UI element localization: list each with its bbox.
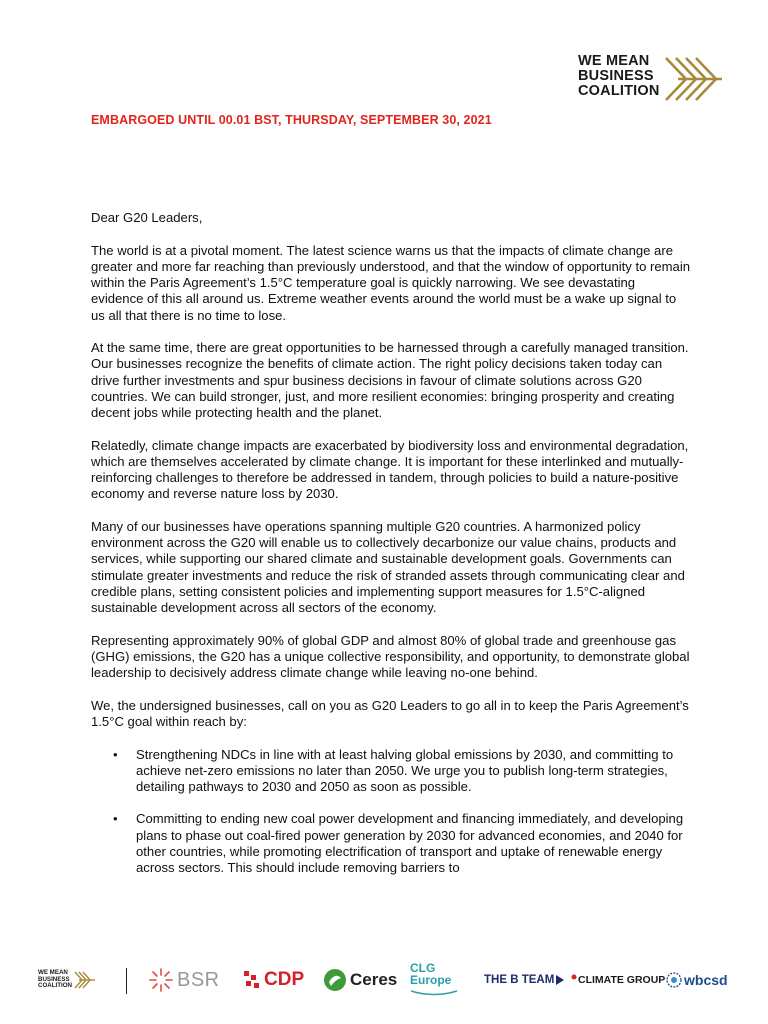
footer-wmb-line: COALITION — [38, 982, 73, 990]
globe-icon — [666, 972, 682, 988]
cdp-logo — [242, 962, 304, 998]
list-item-text: Committing to ending new coal power development and financing immediately, and developing plans to phase out coal-fired power generation by 2030 for advanced economies, and 2040 for other countries, while promoting electrification of transport and uptake of renewable energy across sectors. This should include removing barriers to — [136, 811, 684, 875]
climate-dot-icon — [571, 974, 577, 980]
clg-europe-logo — [410, 962, 458, 998]
bsr-logo — [148, 962, 220, 998]
play-triangle-icon — [556, 975, 564, 985]
partner-logos — [38, 962, 738, 998]
salutation: Dear G20 Leaders, — [91, 210, 203, 225]
bsr-burst-icon — [148, 967, 174, 993]
bullet-icon: • — [113, 811, 118, 827]
paragraph: We, the undersigned businesses, call on you as G20 Leaders to go all in to keep the Paris Agreement’s 1.5°C goal within reach by: — [91, 697, 689, 730]
letter-body — [91, 210, 691, 892]
bsr-wordmark: BSR — [177, 968, 220, 991]
logo-line: WE MEAN — [578, 53, 650, 69]
clg-line: Europe — [410, 973, 452, 987]
wmb-logo — [578, 54, 728, 106]
cdp-wordmark: CDP — [264, 969, 305, 990]
paragraph: At the same time, there are great opportunities to be harnessed through a carefully managed transition. Our businesses recognize the benefits of climate action. The right policy decisions taken today can drive further investments and spur business decisions in favour of climate solutions across G20 countries. We can build stronger, just, and more resilient economies: bringing prosperity and creating decent jobs while protecting health and the planet. — [91, 340, 689, 421]
footer-wmb-line: BUSINESS — [38, 975, 70, 983]
list-item — [91, 811, 691, 876]
cdp-mark-icon — [242, 969, 262, 991]
embargo-notice: EMBARGOED UNTIL 00.01 BST, THURSDAY, SEPTEMBER 30, 2021 — [91, 113, 492, 127]
clg-line: CLG — [410, 961, 436, 975]
list-item-text: Strengthening NDCs in line with at least halving global emissions by 2030, and committing to achieve net-zero emissions no later than 2050. We urge you to publish long-term strategies, detailing pathways to 2030 and 2050 as soon as possible. — [136, 746, 674, 795]
footer-divider — [126, 968, 127, 994]
bteam-wordmark: THE B TEAM — [484, 974, 555, 986]
ceres-leaf-icon — [323, 968, 347, 992]
logo-line: COALITION — [578, 83, 660, 99]
the-b-team-logo — [484, 962, 564, 998]
ceres-logo — [323, 962, 397, 998]
footer-wmb-logo — [38, 962, 96, 998]
paragraph: Many of our businesses have operations spanning multiple G20 countries. A harmonized policy environment across the G20 will enable us to collectively decarbonize our value chains, products and services, while supporting our shared climate and sustainable development goals. Governments can stimulate greater investments and reduce the risk of stranded assets through communicating clear and credible plans, setting consistent policies and implementing support measures for 1.5°C-aligned sustainable development across all sectors of the economy. — [91, 519, 685, 616]
wmb-chevron-icon — [74, 971, 96, 989]
paragraph: The world is at a pivotal moment. The latest science warns us that the impacts of climate change are greater and more far reaching than previously understood, and that the window of opportunity to remain within the Paris Agreement’s 1.5°C temperature goal is quickly narrowing. We see devastating evidence of this all around us. Extreme weather events around the world must be a wake up signal to us all that there is no time to lose. — [91, 242, 691, 323]
climate-group-logo — [571, 962, 665, 998]
wmb-chevron-icon — [664, 56, 726, 102]
paragraph: Relatedly, climate change impacts are exacerbated by biodiversity loss and environmental degradation, which are themselves accelerated by climate change. It is important for these interlinked and mutually-reinforcing challenges to therefore be addressed in tandem, through policies to build a nature-positive economy and reverse nature loss by 2030. — [91, 437, 689, 502]
wbcsd-wordmark: wbcsd — [684, 972, 728, 988]
clg-swoosh-icon — [410, 990, 458, 996]
demands-list — [91, 747, 691, 876]
footer-wmb-line: WE MEAN — [38, 969, 68, 977]
ceres-wordmark: Ceres — [350, 970, 398, 989]
list-item — [91, 747, 691, 796]
paragraph: Representing approximately 90% of global GDP and almost 80% of global trade and greenhouse gas (GHG) emissions, the G20 has a unique collective responsibility, and opportunity, to demonstrate global leadership to decisively address climate change while leaving no-one behind. — [91, 632, 690, 681]
wmb-logo-text — [578, 54, 660, 99]
logo-line: BUSINESS — [578, 68, 654, 84]
climate-group-wordmark: CLIMATE GROUP — [578, 974, 666, 986]
bullet-icon: • — [113, 746, 118, 762]
wbcsd-logo — [666, 962, 728, 998]
